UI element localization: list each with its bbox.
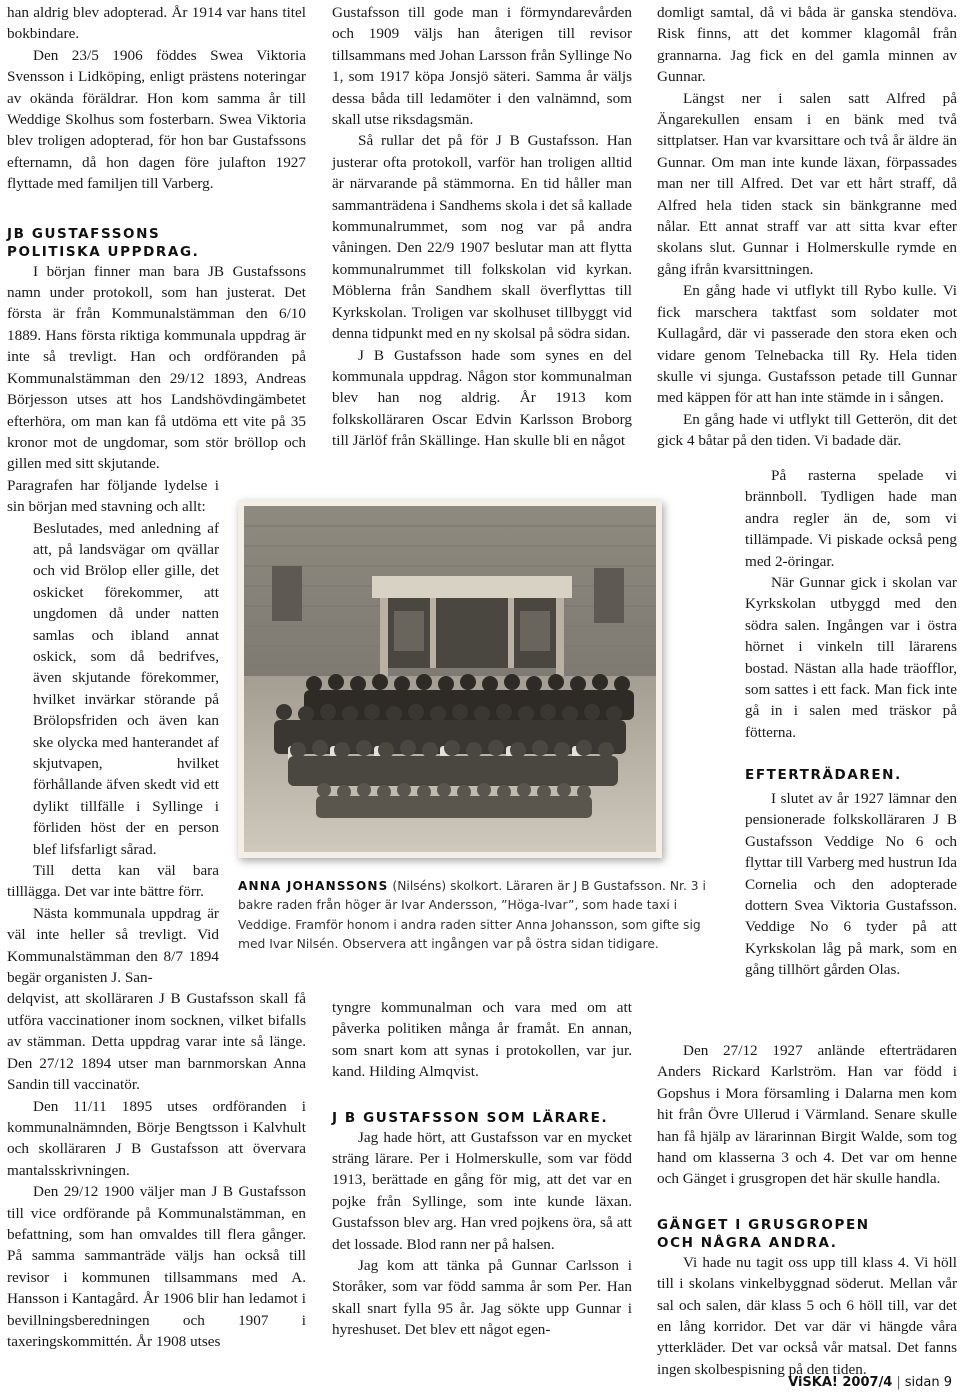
paragraph: När Gunnar gick i skolan var Kyrkskolan utbyggd med den södra salen. Ingången var i östra hörnet i vinkeln till lärarens bostad. Nästan alla hade träofflor, som sattes i ett fack. Man fick inte gå in i salen med träskor på fötterna. <box>745 574 957 741</box>
page-number: sidan 9 <box>904 1375 952 1390</box>
quote-text: Beslutades, med anledning af att, på landsvägar om qvällar och vid Brölop eller gille, det oskicket förekommer, att ungdomen då under natten samlas och ibland annat oskick, som då bedrifves, även skjutande förekommer, hvilket invärkar störande på Brölopsfriden och även kan ske olycka med hanterandet af skjutvapen, hvilket förhållande äfven skedt vid ett dylikt tillfälle i Syllinge i förliden höst der en person blef lifsfarligt sårad. <box>33 519 219 858</box>
paragraph: Jag kom att tänka på Gunnar Carlsson i Storåker, som var född samma år som Per. Han skall snart fylla 95 år. Jag sökte upp Gunnar i hyreshuset. Det blev ett något egen- <box>332 1257 632 1339</box>
heading-line: POLITISKA UPPDRAG. <box>7 243 200 260</box>
magazine-issue: ViSKA! 2007/4 <box>788 1375 893 1390</box>
paragraph: En gång hade vi utflykt till Rybo kulle. Vi fick marschera taktfast som soldater mot Kullagård, där vi passerade den stora eken och vidare genom Telnebacka till Ry. Hela tiden skulle vi sjunga. Gustafsson petade till Gunnar med käppen för att han inte stämde in i sången. <box>657 282 957 407</box>
paragraph: Så rullar det på för J B Gustafsson. Han justerar ofta protokoll, varför han troligen alltid är närvarande på stämmorna. En tid håller man sammanträdena i Sandhems skola i det så kallade kommunalrummet, som nog var på andra våningen. Den 22/9 1907 beslutar man att flytta kommunalrummet till folkskolan vid kyrkan. Möblerna från Sandhem skall överflyttas till Kyrkskolan. Troligen var skolhuset tillbyggt vid denna tidpunkt med en ny skolsal på södra sidan. <box>332 132 632 343</box>
column-3-narrow <box>745 465 957 743</box>
paragraph: I slutet av år 1927 lämnar den pensionerade folkskolläraren J B Gustafsson Veddige No 6 och flyttar till Varberg med hustrun Ida Cornelia och den adopterade dottern Svea Viktoria Gustafsson. Veddige No 6 tyder på att Kyrkskolan låg på mark, som en gång tillhört gården Olas. <box>745 790 957 979</box>
paragraph: domligt samtal, då vi båda är ganska stendöva. Risk finns, att det kommer klagomål från grannarna. Jag fick en del gamla minnen av Gunnar. <box>657 4 957 86</box>
section-heading-politiska-uppdrag <box>7 225 306 261</box>
paragraph: Längst ner i salen satt Alfred på Ängarekullen ensam i en bänk med två sittplatser. Han var kvarsittare och två år äldre än Gunnar. Om man inte kunde läxan, förpassades man ner till Alfred. Det var ett hårt straff, då Alfred hela tiden stack sin bänkgranne med nålar. Ett annat straff var att sitta kvar efter skolans slut. Gunnar i Holmerskulle rymde en gång ifrån kvarsittningen. <box>657 89 957 278</box>
paragraph: delqvist, att skolläraren J B Gustafsson skall få utföra vaccinationer inom socknen, vilket bifalls av stämman. Detta uppdrag varar inte så länge. Den 27/12 1894 utser man barnmorskan Anna Sandin till vaccinatör. <box>7 990 306 1094</box>
footer-separator: | <box>896 1375 901 1390</box>
paragraph: Jag hade hört, att Gustafsson var en mycket sträng lärare. Per i Holmerskulle, som var född 1913, berättade en gång för mig, att det var en pojke från Syllinge, som inte kunde läxan. Gustafsson blev arg. Han vred pojkens öra, så att det lossade. Blod rann ner på halsen. <box>332 1128 632 1253</box>
paragraph: Den 23/5 1906 föddes Swea Viktoria Svensson i Lidköping, enligt prästens noteringar av okända föräldrar. Hon kom samma år till Weddige Skolhus som fosterbarn. Swea Viktoria blev troligen adopterad, för hon bar Gustafssons efternamn, då hon dagen före julafton 1927 flyttade med familjen till Varberg. <box>7 46 306 193</box>
paragraph: På rasterna spelade vi brännboll. Tydligen hade man andra regler än de, som vi tillämpade. Vi piskade också peng med 2-öringar. <box>745 467 957 570</box>
column-2 <box>332 2 632 452</box>
column-2-lower <box>332 997 632 1341</box>
quoted-paragraph <box>7 518 219 861</box>
section-heading-som-larare: J B GUSTAFSSON SOM LÄRARE. <box>332 1109 609 1126</box>
heading-line: JB GUSTAFSSONS <box>7 225 161 242</box>
paragraph: tyngre kommunalman och vara med om att påverka politiken många år framåt. En annan, som snart kom att synas i protokollen, var jur. kand. Hilding Almqvist. <box>332 999 632 1081</box>
column-3-narrow-lower <box>745 788 957 981</box>
section-heading-eftertradaren: EFTERTRÄDAREN. <box>745 767 902 783</box>
column-3-lower <box>657 1040 957 1380</box>
paragraph: Den 11/11 1895 utses ordföranden i kommunalnämnden, Börje Bengtsson i Kalvhult och skolläraren J B Gustafsson att övervara mantalsskrivningen. <box>7 1097 306 1179</box>
paragraph: Vi hade nu tagit oss upp till klass 4. Vi höll till i skolans vinkelbyggnad söderut. Mellan vår sal och salen, där klass 5 och 6 höll till, var det en lång korridor. Det var där vi hängde våra ytterkläder. Det var också vår matsal. Det fanns ingen skolbespisning på den tiden. <box>657 1253 957 1378</box>
paragraph: Den 29/12 1900 väljer man J B Gustafsson till vice ordförande på Kommunalstämman, en befattning, som han omvaldes till flera gånger. På samma sammanträde väljs han också till revisor i kommunen tillsammans med A. Hansson i Kantagård. År 1906 blir han ledamot i bevillningsberedningen och 1907 i taxeringskommittén. År 1908 utses <box>7 1183 306 1350</box>
photo-caption <box>238 877 716 955</box>
paragraph: J B Gustafsson hade som synes en del kommunala uppdrag. Någon stor kommunalman blev han nog aldrig. År 1913 kom folkskolläraren Oscar Edvin Karlsson Broborg till Järlöf från Skällinge. Han skulle bli en något <box>332 346 632 450</box>
caption-name: ANNA JOHANSSONS <box>238 879 389 893</box>
column-3 <box>657 2 957 452</box>
paragraph: I början finner man bara JB Gustafssons namn under protokoll, som han justerat. Det första är från Kommunalstämman den 6/10 1889. Hans första riktiga kommunala uppdrag är inte så trevligt. Han och ordföranden på Kommunalstämman den 29/12 1893, Andreas Börjesson utses att hos Landshövdingämbetet efterhöra, om man kan få utdöma ett vite på 35 kronor mot de ungdomar, som stör bröllop och gillen med sitt skjutande. <box>7 262 306 473</box>
caption-text: (Nilséns) skolkort. Läraren är J B Gustafsson. Nr. 3 i bakre raden från höger är Ivar Andersson, ”Höga-Ivar”, som hade taxi i Veddige. Framför honom i andra raden sitter Anna Johansson, som gifte sig med Ivar Nilsén. Observera att ingången var på östra sidan tidigare. <box>238 879 706 952</box>
heading-line: OCH NÅGRA ANDRA. <box>657 1234 838 1251</box>
paragraph: Paragrafen har följande lydelse i sin början med stavning och allt: <box>7 476 219 516</box>
heading-line: GÄNGET I GRUSGROPEN <box>657 1216 870 1233</box>
school-class-photo-image <box>244 506 656 852</box>
paragraph: han aldrig blev adopterad. År 1914 var hans titel bokbindare. <box>7 4 306 43</box>
page-footer <box>788 1375 952 1390</box>
section-heading-eftertradaren-wrap <box>745 766 957 784</box>
section-heading-gruset <box>657 1216 957 1252</box>
paragraph: Nästa kommunala uppdrag är väl inte heller så trevligt. Vid Kommunalstämman den 8/7 1894 begär organisten J. San- <box>7 904 219 987</box>
school-class-photo <box>238 500 662 858</box>
paragraph: Till detta kan väl bara tilllägga. Det var inte bättre förr. <box>7 862 219 901</box>
paragraph: Gustafsson till gode man i förmyndarevården och 1909 väljs han återigen till revisor tillsammans med Johan Larsson från Syllinge No 1, som 1917 köpa Jonsjö säteri. Samma år väljs dessa båda till ledamöter i den valnämnd, som skall utse riksdagsmän. <box>332 4 632 129</box>
paragraph: Den 27/12 1927 anlände efterträdaren Anders Rickard Karlström. Han var född i Gopshus i Mora församling i Dalarna men kom hit från Övre Ullerud i Värmland. Senare skulle han få hjälp av lärarinnan Birgit Walde, som tog hand om klasserna 3 och 4. Det var om henne och Gänget i grusgropen det här skulle handla. <box>657 1042 957 1188</box>
paragraph: En gång hade vi utflykt till Getterön, dit det gick 4 båtar på den tiden. Vi badade där. <box>657 410 957 450</box>
